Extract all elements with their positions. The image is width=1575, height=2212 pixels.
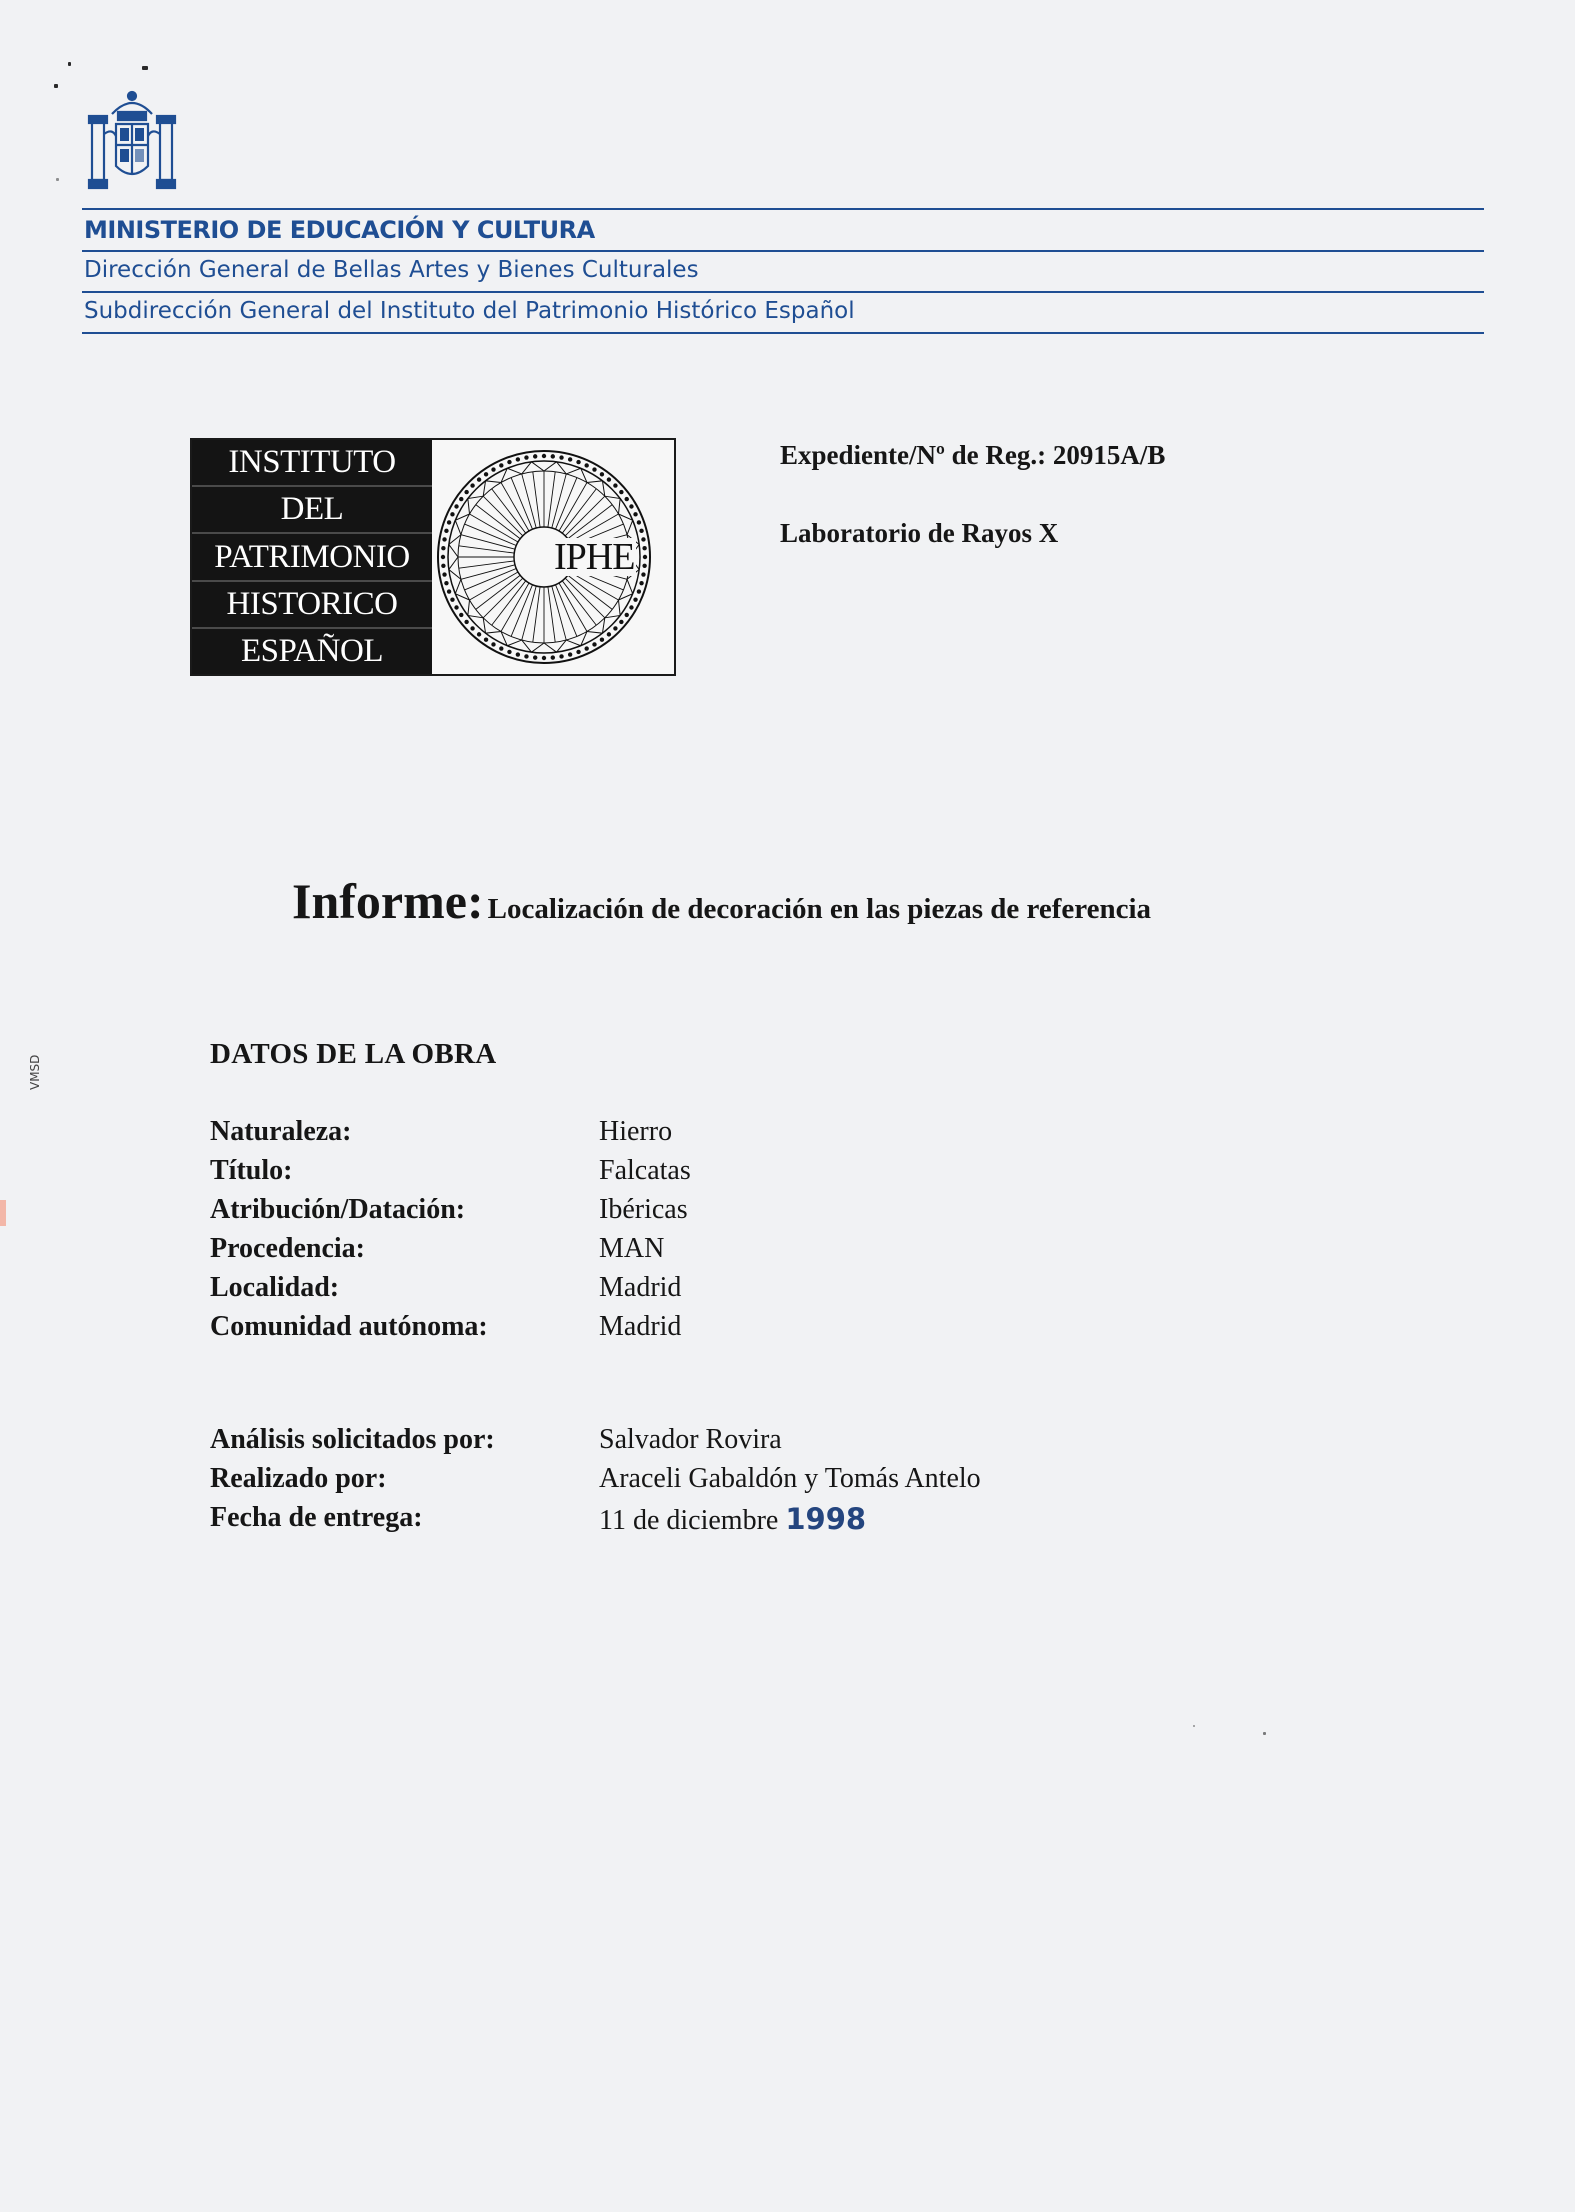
laboratorio: Laboratorio de Rayos X [780,518,1059,548]
fecha-value [599,1502,866,1537]
logo-line: HISTORICO [192,582,432,629]
field-label-atribucion: Atribución/Datación: [210,1194,466,1225]
field-value-comunidad: Madrid [599,1311,682,1342]
expediente [780,440,1165,471]
logo-line: PATRIMONIO [192,534,432,581]
expediente-label: Expediente/Nº de Reg.: [780,440,1047,470]
scan-speck [68,62,71,66]
scan-speck [54,84,58,88]
field-value-titulo: Falcatas [599,1155,691,1186]
informe-label: Informe: [292,873,484,929]
logo-line: INSTITUTO [192,440,432,487]
field-value-atribucion: Ibéricas [599,1194,688,1225]
field-label-naturaleza: Naturaleza: [210,1116,352,1147]
spain-coat-of-arms-icon [82,84,182,196]
iphe-acronym: IPHE [554,536,635,578]
fecha-year-handwritten: 1998 [785,1502,867,1536]
subdireccion-general: Subdirección General del Instituto del Patrimonio Histórico Español [84,298,855,324]
scan-speck [56,178,59,181]
iphe-logo-wordmark [192,440,432,674]
expediente-value: 20915A/B [1052,440,1166,470]
informe-subject: Localización de decoración en las piezas de referencia [487,893,1151,925]
field-value-localidad: Madrid [599,1272,682,1303]
letterhead-rule [82,332,1484,334]
iphe-emblem [432,440,674,674]
letterhead-rule [82,208,1484,210]
field-label-procedencia: Procedencia: [210,1233,365,1264]
informe-title [292,872,1151,930]
field-label-comunidad: Comunidad autónoma: [210,1311,488,1342]
direccion-general: Dirección General de Bellas Artes y Bienes Culturales [84,257,699,283]
fecha-label: Fecha de entrega: [210,1502,423,1533]
solicitado-label: Análisis solicitados por: [210,1424,495,1455]
field-value-naturaleza: Hierro [599,1116,673,1147]
scan-speck [1193,1725,1195,1727]
iphe-logo [190,438,676,676]
logo-line: DEL [192,487,432,534]
scan-edge-mark [0,1200,6,1226]
logo-line: ESPAÑOL [241,632,383,669]
field-label-titulo: Título: [210,1155,293,1186]
fecha-text: 11 de diciembre [599,1505,779,1536]
letterhead-rule [82,291,1484,293]
margin-stamp: VMSD [28,1054,42,1090]
realizado-label: Realizado por: [210,1463,387,1494]
datos-obra-heading: DATOS DE LA OBRA [210,1038,497,1070]
ministry-name: MINISTERIO DE EDUCACIÓN Y CULTURA [84,216,595,244]
scan-speck [1263,1732,1266,1735]
field-value-procedencia: MAN [599,1233,665,1264]
scan-speck [142,66,148,70]
solicitado-value: Salvador Rovira [599,1424,782,1455]
field-label-localidad: Localidad: [210,1272,340,1303]
realizado-value: Araceli Gabaldón y Tomás Antelo [599,1463,981,1494]
letterhead-rule [82,250,1484,252]
